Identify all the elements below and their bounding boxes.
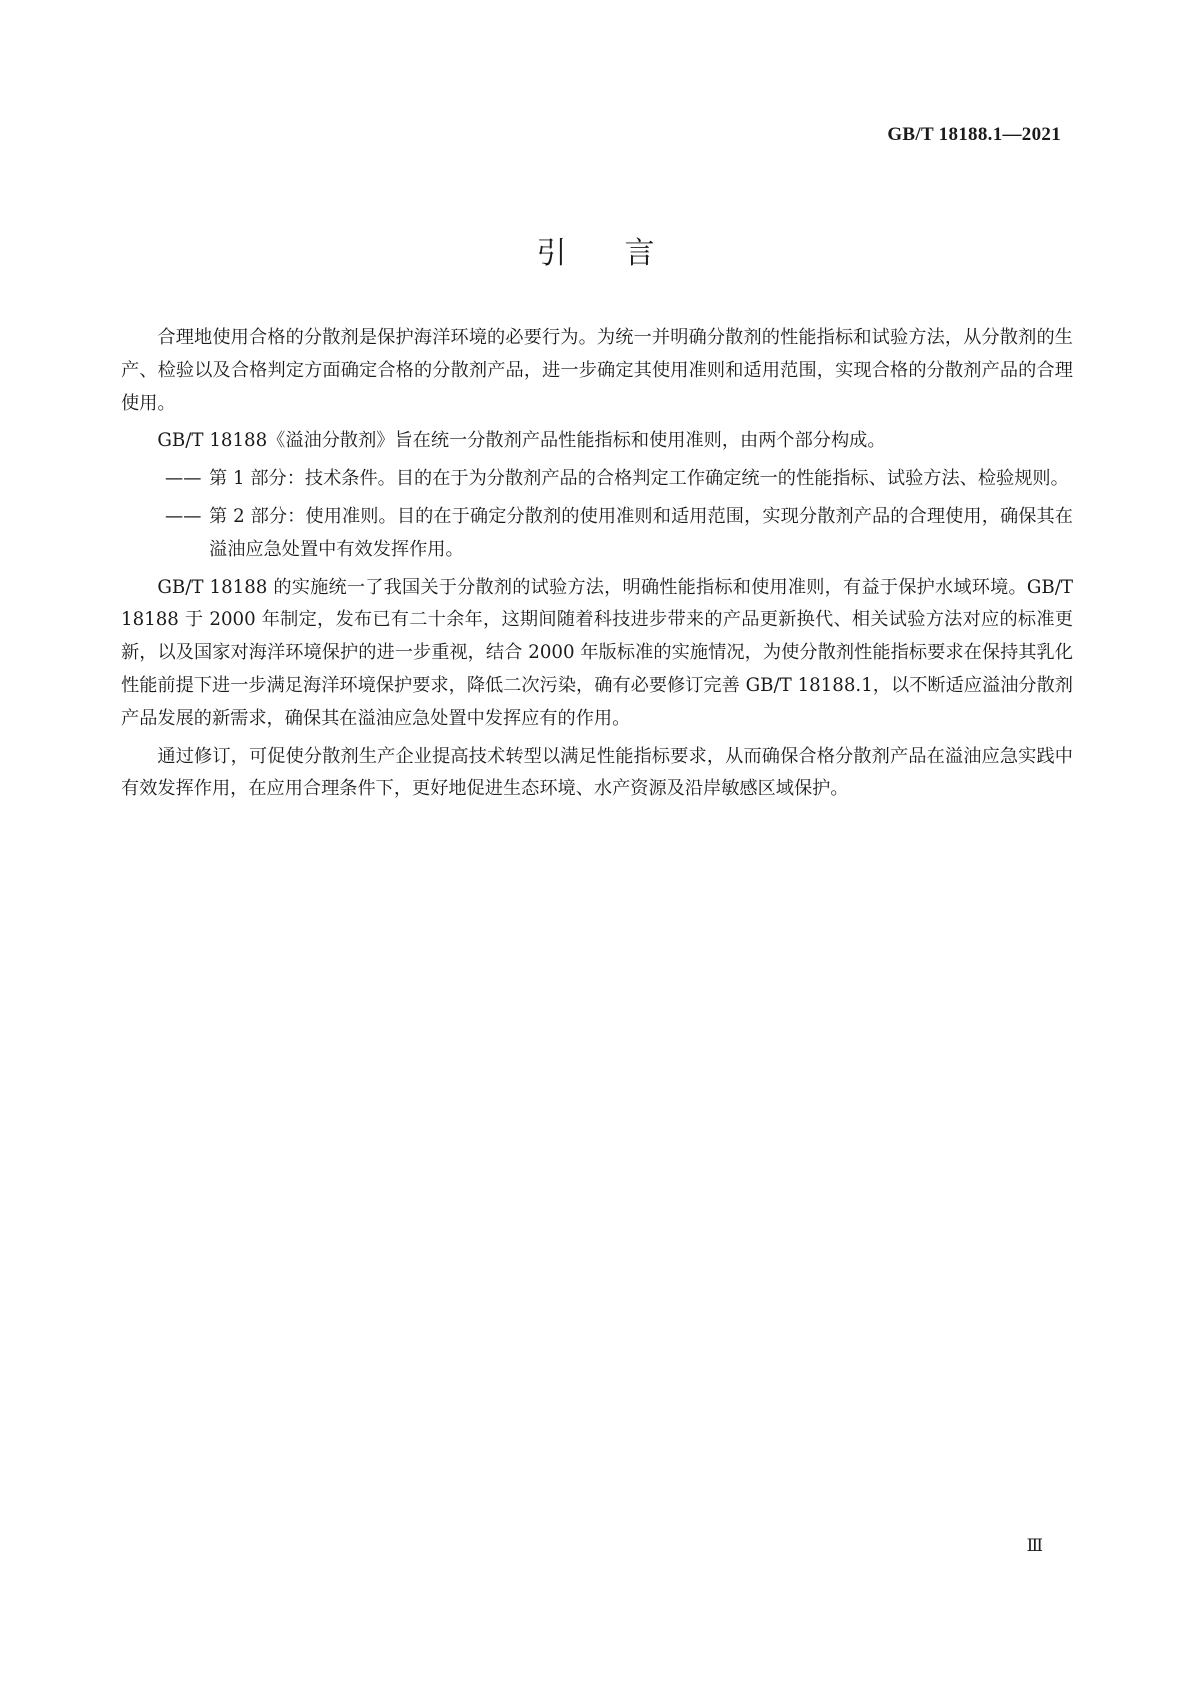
paragraph-2: GB/T 18188《溢油分散剂》旨在统一分散剂产品性能指标和使用准则，由两个部分构成。 [157, 430, 886, 452]
standard-number: GB/T 18188.1—2021 [887, 124, 1061, 145]
list-item-text: 第 1 部分：技术条件。目的在于为分散剂产品的合格判定工作确定统一的性能指标、试验方法、检验规则。 [209, 468, 1069, 490]
section-title: 引言 [536, 236, 713, 271]
paragraph-1: 合理地使用合格的分散剂是保护海洋环境的必要行为。为统一并明确分散剂的性能指标和试验方法，从分散剂的生产、检验以及合格判定方面确定合格的分散剂产品，进一步确定其使用准则和适用范围，实现合格的分散剂产品的合理使用。 [121, 327, 1073, 414]
list-item-part-1 [121, 463, 1073, 496]
section-body [121, 322, 1073, 811]
list-item-part-2 [121, 501, 1073, 567]
page-number: Ⅲ [1026, 1536, 1043, 1555]
paragraph-4: 通过修订，可促使分散剂生产企业提高技术转型以满足性能指标要求，从而确保合格分散剂产品在溢油应急实践中有效发挥作用，在应用合理条件下，更好地促进生态环境、水产资源及沿岸敏感区域保护。 [121, 745, 1073, 800]
paragraph-3: GB/T 18188 的实施统一了我国关于分散剂的试验方法，明确性能指标和使用准则，有益于保护水域环境。GB/T 18188 于 2000 年制定，发布已有二十余年，这期间随着科技进步带来的产品更新换代、相关试验方法对应的标准更新，以及国家对海洋环境保护的进一步重视，结合 2000 年版标准的实施情况，为使分散剂性能指标要求在保持其乳化性能前提下进一步满足海洋环境保护要求，降低二次污染，确有必要修订完善 GB/T 18188.1，以不断适应溢油分散剂产品发展的新需求，确保其在溢油应急处置中发挥应有的作用。 [121, 576, 1073, 729]
list-item-text: 第 2 部分：使用准则。目的在于确定分散剂的使用准则和适用范围，实现分散剂产品的合理使用，确保其在溢油应急处置中有效发挥作用。 [209, 505, 1073, 560]
list-dash: —— [165, 505, 202, 527]
list-dash: —— [165, 468, 202, 490]
